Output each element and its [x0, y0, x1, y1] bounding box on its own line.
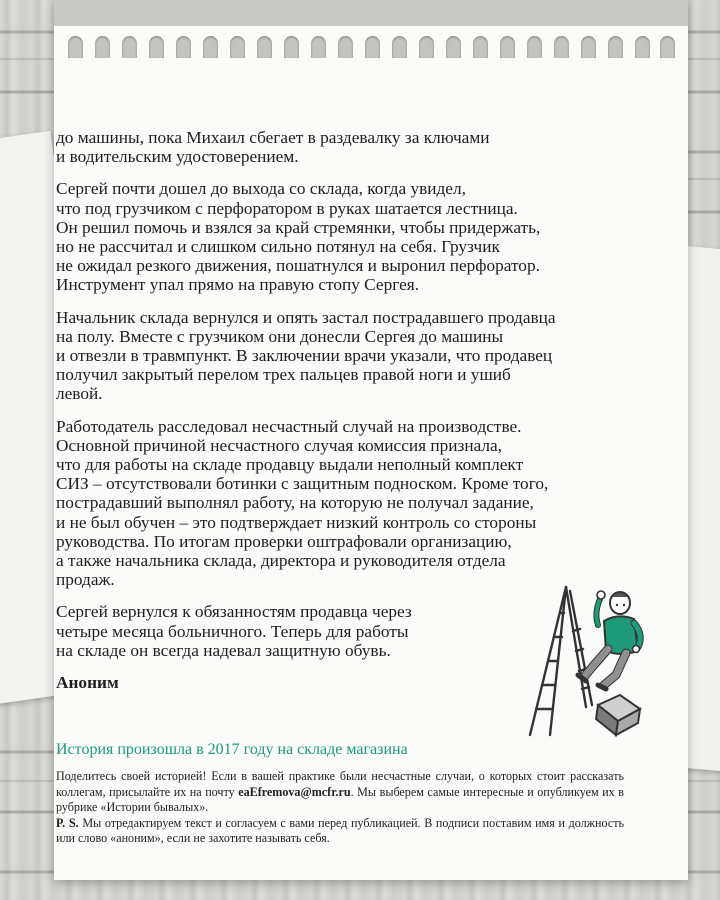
falling-box [596, 695, 640, 735]
spiral-hole [446, 36, 461, 58]
spiral-hole [149, 36, 164, 58]
contact-email[interactable]: eaEfremova@mcfr.ru [238, 784, 351, 799]
spiral-hole [122, 36, 137, 58]
spiral-hole [581, 36, 596, 58]
spiral-hole [635, 36, 650, 58]
ps-text: Мы отредактируем текст и согласуем с вами перед публикацией. В подписи поставим имя и должность или слово «аноним», если не захотите называть себя. [56, 815, 624, 845]
spiral-hole [230, 36, 245, 58]
footer-invite [56, 769, 624, 816]
story-paragraph: Начальник склада вернулся и опять застал пострадавшего продавца на полу. Вместе с грузчиком они донесли Сергея до машины и отвезли в травмпункт. В заключении врачи указали, что продавец получил закрытый перелом трех пальцев правой ноги и ушиб левой. [56, 307, 556, 404]
spiral-hole [473, 36, 488, 58]
spiral-hole [68, 36, 83, 58]
spiral-hole [95, 36, 110, 58]
spiral-hole [660, 36, 675, 58]
spiral-holes [54, 26, 688, 66]
spiral-hole [284, 36, 299, 58]
story-paragraph: до машины, пока Михаил сбегает в раздевалку за ключами и водительским удостоверением. [56, 128, 490, 167]
footer-title: История произошла в 2017 году на складе магазина [56, 741, 408, 758]
spiral-hole [500, 36, 515, 58]
worker-figure [578, 591, 640, 689]
footer-note [56, 741, 624, 847]
spiral-hole [338, 36, 353, 58]
spiral-hole [176, 36, 191, 58]
spiral-hole [257, 36, 272, 58]
spiral-hole [365, 36, 380, 58]
footer-ps [56, 816, 624, 847]
footer-invite-text: Поделитесь своей историей! Если в вашей практике были несчастные случаи, о которых стоит рассказать коллегам, присылайте их на почту [56, 769, 624, 799]
story-paragraph: Сергей почти дошел до выхода со склада, когда увидел, что под грузчиком с перфоратором в руках шатается лестница. Он решил помочь и взялся за край стремянки, чтобы придержать, но не рассчитал и слишком сильно потянул на себя. Грузчик не ожидал резкого движения, пошатнулся и выронил перфоратор. Инструмент упал прямо на правую стопу Сергея. [56, 179, 541, 295]
story-paragraph: Работодатель расследовал несчастный случай на производстве. Основной причиной несчастного случая комиссия признала, что для работы на складе продавцу выдали неполный комплект СИЗ – отсутствовали ботинки с защитным подноском. Кроме того, пострадавший выполнял работу, на которую не получал задание, и не был обучен – это подтверждает низкий контроль со стороны руководства. По итогам проверки оштрафовали организацию, а также начальника склада, директора и руководителя отдела продаж. [56, 416, 549, 590]
spiral-hole [527, 36, 542, 58]
spiral-hole [392, 36, 407, 58]
ps-label: P. S. [56, 815, 79, 830]
spiral-hole [311, 36, 326, 58]
spiral-hole [203, 36, 218, 58]
footer-invite-text-end: . Мы выберем самые интересные и опубликуем их в рубрике «Истории бывалых». [56, 784, 624, 814]
spiral-hole [608, 36, 623, 58]
torn-edge [54, 0, 688, 26]
spiral-hole [554, 36, 569, 58]
story-author: Аноним [56, 673, 119, 693]
story-paragraph: Сергей вернулся к обязанностям продавца через четыре месяца больничного. Теперь для работы на складе он всегда надевал защитную обувь. [56, 602, 412, 660]
spiral-hole [419, 36, 434, 58]
falling-worker-illustration [520, 585, 690, 745]
